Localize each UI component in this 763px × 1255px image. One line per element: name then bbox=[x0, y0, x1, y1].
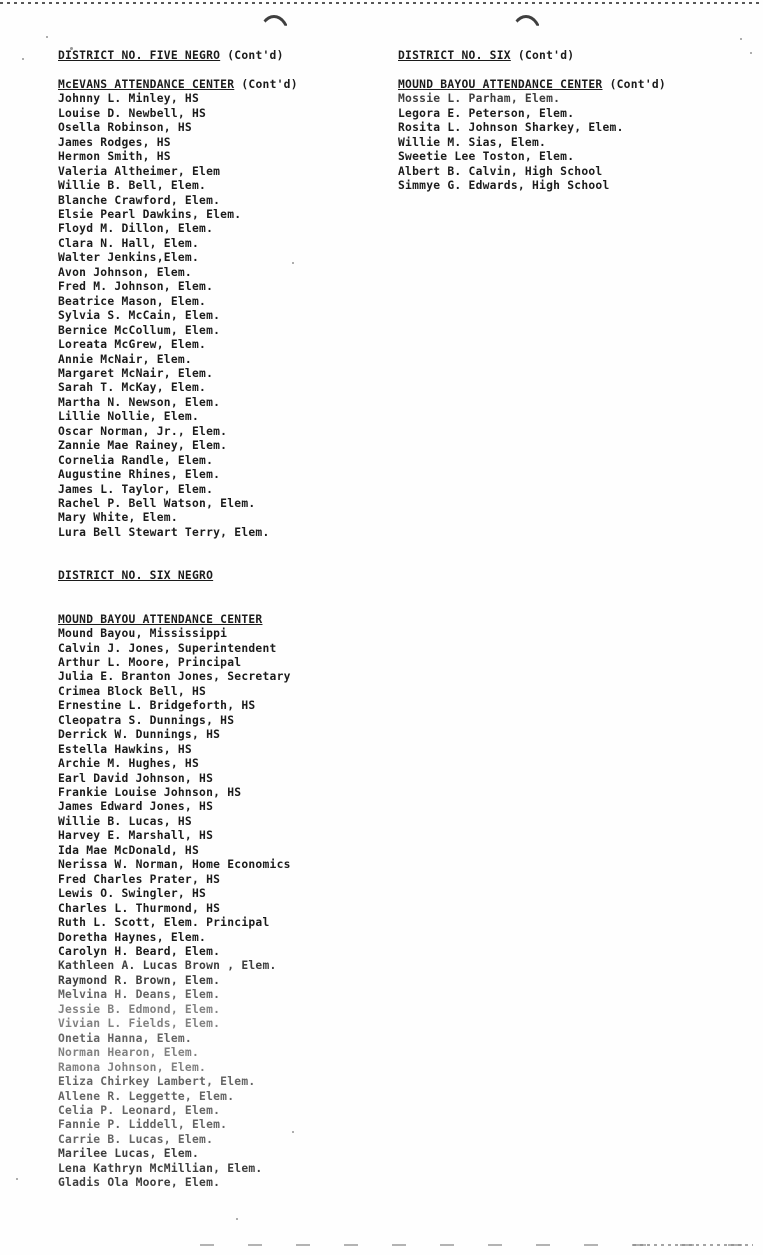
spacer bbox=[58, 584, 388, 598]
district-six-cont-heading bbox=[398, 49, 738, 63]
mcevans-center-heading-text: McEVANS ATTENDANCE CENTER bbox=[58, 77, 235, 91]
roster-entry: Mary White, Elem. bbox=[58, 511, 178, 525]
roster-entry: James Edward Jones, HS bbox=[58, 800, 214, 814]
roster-entry: Lewis O. Swingler, HS bbox=[58, 887, 207, 901]
roster-entry: Crimea Block Bell, HS bbox=[58, 684, 207, 698]
district-six-cont-heading-suffix: (Cont'd) bbox=[517, 49, 575, 62]
scan-speck bbox=[740, 38, 742, 40]
roster-entry: Archie M. Hughes, HS bbox=[58, 757, 200, 771]
district-five-heading bbox=[58, 49, 388, 63]
roster-entry: Kathleen A. Lucas Brown , Elem. bbox=[58, 959, 277, 973]
roster-entry: Margaret McNair, Elem. bbox=[58, 366, 214, 380]
roster-entry: Fred Charles Prater, HS bbox=[58, 872, 221, 886]
roster-entry: Clara N. Hall, Elem. bbox=[58, 236, 200, 250]
roster-entry: Zannie Mae Rainey, Elem. bbox=[58, 439, 228, 453]
mound-bayou-center-heading-text: MOUND BAYOU ATTENDANCE CENTER bbox=[58, 612, 263, 626]
roster-entry: Carolyn H. Beard, Elem. bbox=[58, 945, 221, 959]
page-bottom-border-segment bbox=[633, 1244, 753, 1246]
roster-entry: Avon Johnson, Elem. bbox=[58, 265, 192, 279]
roster-entry: Willie M. Sias, Elem. bbox=[398, 135, 547, 149]
scan-speck bbox=[16, 1178, 18, 1180]
district-six-cont-heading-text: DISTRICT NO. SIX bbox=[398, 49, 511, 62]
roster-entry: Carrie B. Lucas, Elem. bbox=[58, 1132, 214, 1146]
roster-entry: Ernestine L. Bridgeforth, HS bbox=[58, 699, 256, 713]
spacer bbox=[58, 540, 388, 554]
roster-entry: Onetia Hanna, Elem. bbox=[58, 1031, 192, 1045]
roster-entry: Johnny L. Minley, HS bbox=[58, 92, 200, 106]
mound-bayou-cont-heading-text: MOUND BAYOU ATTENDANCE CENTER bbox=[398, 77, 603, 91]
roster-entry: Marilee Lucas, Elem. bbox=[58, 1147, 200, 1161]
roster-entry: Melvina H. Deans, Elem. bbox=[58, 988, 221, 1002]
roster-entry: Eliza Chirkey Lambert, Elem. bbox=[58, 1075, 256, 1089]
spacer bbox=[58, 598, 388, 612]
roster-entry: Ramona Johnson, Elem. bbox=[58, 1060, 207, 1074]
roster-entry: Derrick W. Dunnings, HS bbox=[58, 728, 221, 742]
roster-entry: Beatrice Mason, Elem. bbox=[58, 294, 207, 308]
roster-entry: Allene R. Leggette, Elem. bbox=[58, 1089, 235, 1103]
roster-entry: Augustine Rhines, Elem. bbox=[58, 468, 221, 482]
roster-entry: Loreata McGrew, Elem. bbox=[58, 338, 207, 352]
district-five-heading-suffix: (Cont'd) bbox=[227, 49, 284, 62]
roster-entry: Legora E. Peterson, Elem. bbox=[398, 106, 575, 120]
roster-entry: Ida Mae McDonald, HS bbox=[58, 843, 200, 857]
mound-bayou-cont-heading bbox=[398, 78, 738, 92]
district-six-heading-text: DISTRICT NO. SIX NEGRO bbox=[58, 569, 214, 583]
roster-entry: Mound Bayou, Mississippi bbox=[58, 627, 228, 641]
roster-entry: Calvin J. Jones, Superintendent bbox=[58, 641, 277, 655]
roster-entry: Walter Jenkins,Elem. bbox=[58, 251, 200, 265]
scan-speck bbox=[22, 58, 24, 60]
roster-entry: Sweetie Lee Toston, Elem. bbox=[398, 150, 575, 164]
scan-speck bbox=[750, 52, 752, 54]
roster-entry: Sarah T. McKay, Elem. bbox=[58, 381, 207, 395]
roster-entry: Annie McNair, Elem. bbox=[58, 352, 192, 366]
roster-entry: Valeria Altheimer, Elem bbox=[58, 164, 221, 178]
roster-entry: Albert B. Calvin, High School bbox=[398, 164, 603, 178]
roster-entry: Hermon Smith, HS bbox=[58, 150, 171, 164]
spacer bbox=[398, 63, 738, 77]
roster-entry: Charles L. Thurmond, HS bbox=[58, 901, 221, 915]
roster-entry: Arthur L. Moore, Principal bbox=[58, 655, 242, 669]
roster-entry: Gladis Ola Moore, Elem. bbox=[58, 1176, 221, 1190]
roster-entry: Sylvia S. McCain, Elem. bbox=[58, 309, 221, 323]
roster-entry: Lena Kathryn McMillian, Elem. bbox=[58, 1161, 263, 1175]
roster-entry: Simmye G. Edwards, High School bbox=[398, 179, 610, 193]
roster-entry: Lillie Nollie, Elem. bbox=[58, 410, 200, 424]
roster-entry: Estella Hawkins, HS bbox=[58, 742, 192, 756]
roster-entry: Nerissa W. Norman, Home Economics bbox=[58, 858, 291, 872]
mound-bayou-cont-heading-suffix: (Cont'd) bbox=[609, 77, 666, 91]
roster-entry: Raymond R. Brown, Elem. bbox=[58, 973, 221, 987]
roster-entry: Bernice McCollum, Elem. bbox=[58, 323, 221, 337]
roster-entry: Willie B. Bell, Elem. bbox=[58, 179, 207, 193]
roster-entry: Osella Robinson, HS bbox=[58, 121, 192, 135]
roster-entry: Mossie L. Parham, Elem. bbox=[398, 92, 561, 106]
roster-entry: Frankie Louise Johnson, HS bbox=[58, 786, 242, 800]
roster-entry: Norman Hearon, Elem. bbox=[58, 1046, 200, 1060]
roster-entry: Willie B. Lucas, HS bbox=[58, 814, 192, 828]
roster-entry: Vivian L. Fields, Elem. bbox=[58, 1017, 221, 1031]
scan-speck bbox=[46, 36, 48, 38]
roster-entry: Rachel P. Bell Watson, Elem. bbox=[58, 497, 256, 511]
roster-entry: Martha N. Newson, Elem. bbox=[58, 395, 221, 409]
roster-entry: Elsie Pearl Dawkins, Elem. bbox=[58, 207, 242, 221]
district-six-heading bbox=[58, 569, 388, 583]
left-column bbox=[58, 0, 388, 1191]
roster-entry: Fannie P. Liddell, Elem. bbox=[58, 1118, 228, 1132]
roster-entry: Lura Bell Stewart Terry, Elem. bbox=[58, 525, 270, 539]
roster-entry: Louise D. Newbell, HS bbox=[58, 106, 207, 120]
mcevans-center-heading-suffix: (Cont'd) bbox=[241, 77, 298, 91]
spacer bbox=[58, 555, 388, 569]
roster-entry: Ruth L. Scott, Elem. Principal bbox=[58, 916, 270, 930]
roster-entry: Jessie B. Edmond, Elem. bbox=[58, 1002, 221, 1016]
roster-entry: Earl David Johnson, HS bbox=[58, 771, 214, 785]
scan-speck bbox=[236, 1218, 238, 1220]
district-five-heading-text: DISTRICT NO. FIVE NEGRO bbox=[58, 49, 221, 62]
roster-entry: Floyd M. Dillon, Elem. bbox=[58, 222, 214, 236]
roster-entry: James L. Taylor, Elem. bbox=[58, 482, 214, 496]
roster-entry: Doretha Haynes, Elem. bbox=[58, 930, 207, 944]
roster-entry: Cleopatra S. Dunnings, HS bbox=[58, 713, 235, 727]
roster-entry: Fred M. Johnson, Elem. bbox=[58, 280, 214, 294]
roster-entry: Oscar Norman, Jr., Elem. bbox=[58, 424, 228, 438]
spacer bbox=[58, 63, 388, 77]
mcevans-center-heading bbox=[58, 78, 388, 92]
roster-entry: Blanche Crawford, Elem. bbox=[58, 193, 221, 207]
roster-entry: Harvey E. Marshall, HS bbox=[58, 829, 214, 843]
roster-entry: Julia E. Branton Jones, Secretary bbox=[58, 670, 291, 684]
roster-entry: James Rodges, HS bbox=[58, 135, 171, 149]
right-column bbox=[398, 0, 738, 194]
roster-entry: Cornelia Randle, Elem. bbox=[58, 453, 214, 467]
roster-entry: Rosita L. Johnson Sharkey, Elem. bbox=[398, 121, 624, 135]
roster-entry: Celia P. Leonard, Elem. bbox=[58, 1104, 221, 1117]
mound-bayou-center-heading bbox=[58, 613, 388, 627]
